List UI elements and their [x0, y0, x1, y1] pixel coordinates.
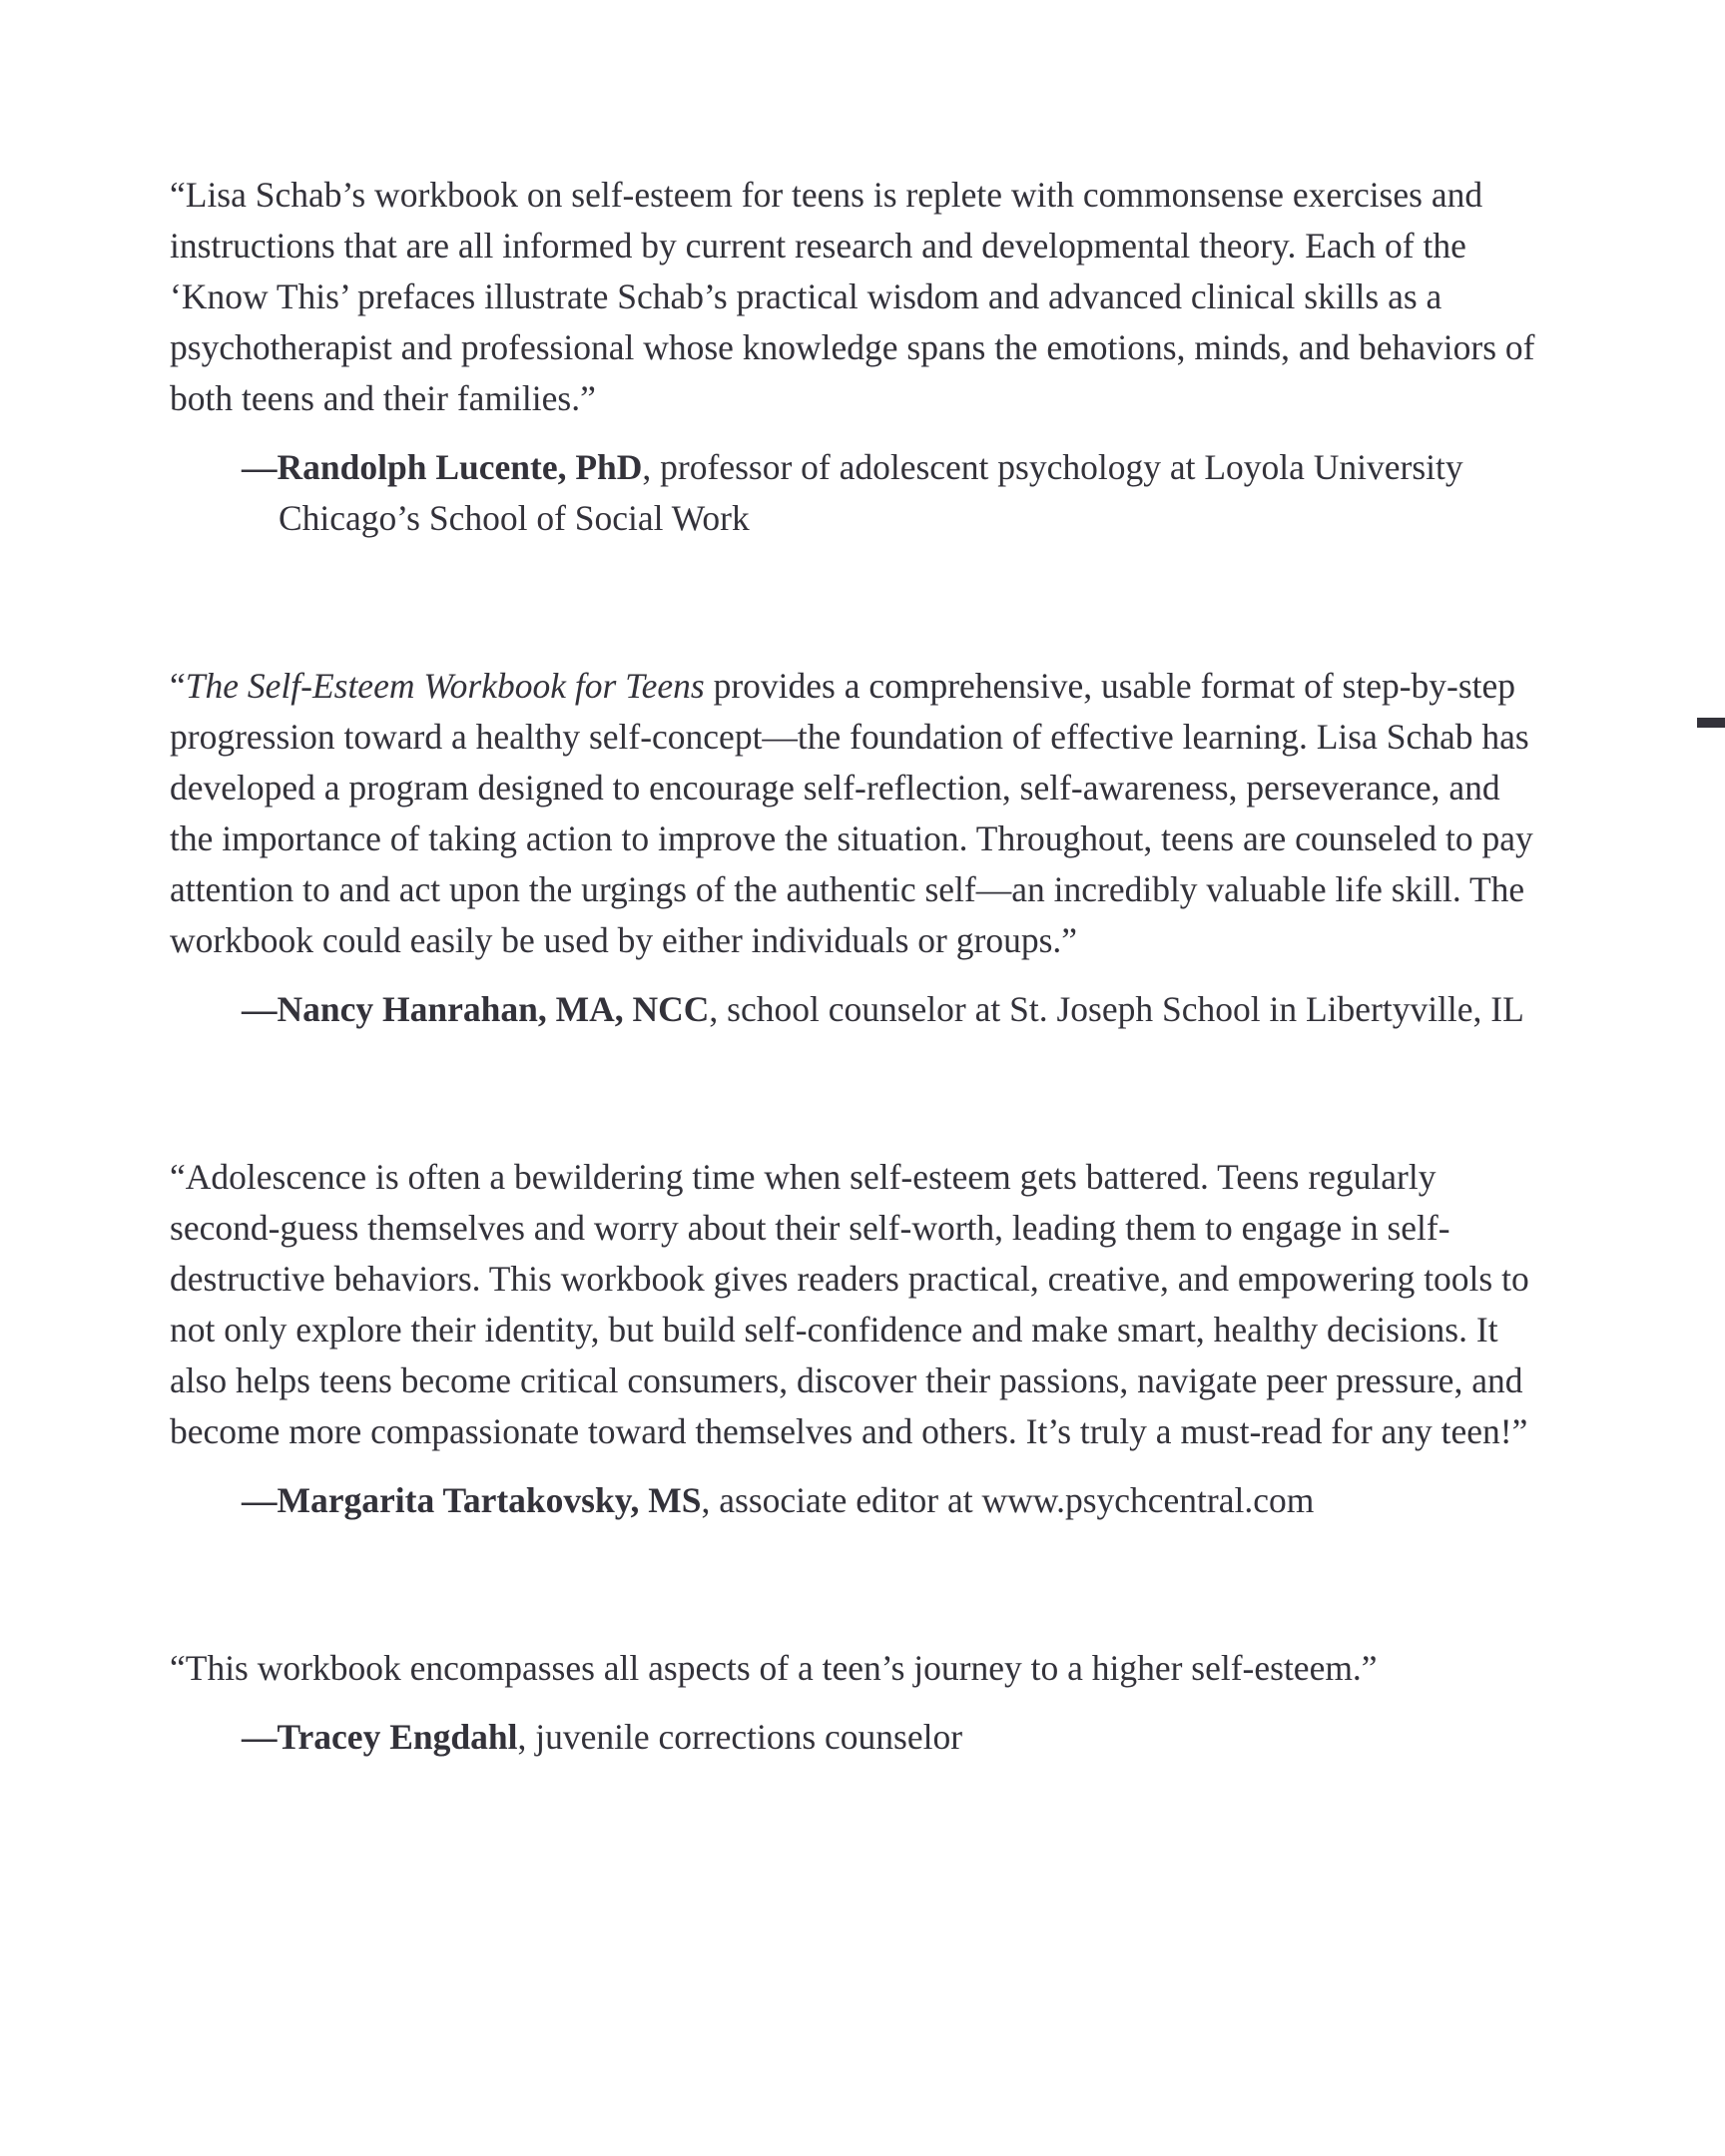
- quote-text: “Adolescence is often a bewildering time when self-esteem gets battered. Teens regularly second-guess themselves and worry about their self-worth, leading them to engage in self-destructive behaviors. This workbook gives readers practical, creative, and empowering tools to not only explore their identity, but build self-confidence and make smart, healthy decisions. It also helps teens become critical consumers, discover their passions, navigate peer pressure, and become more compassionate toward themselves and others. It’s truly a must-read for any teen!”: [170, 1157, 1529, 1451]
- endorser-credential: , professor of adolescent psychology at Loyola University Chicago’s School of Social Work: [279, 447, 1463, 538]
- endorser-credential: , school counselor at St. Joseph School in Libertyville, IL: [709, 989, 1524, 1029]
- endorsement-attribution: [242, 984, 1547, 1035]
- endorsement-attribution: [242, 1712, 1547, 1763]
- endorser-name: —Margarita Tartakovsky, MS: [242, 1480, 702, 1520]
- book-title: The Self-Esteem Workbook for Teens: [185, 666, 705, 706]
- endorsement-attribution: [242, 442, 1547, 544]
- endorser-name: —Tracey Engdahl: [242, 1717, 518, 1757]
- praise-page: [170, 170, 1547, 1763]
- quote-text: “Lisa Schab’s workbook on self-esteem for teens is replete with commonsense exercises and instructions that are all informed by current research and developmental theory. Each of the ‘Know This’ prefaces illustrate Schab’s practical wisdom and advanced clinical skills as a psychotherapist and professional whose knowledge spans the emotions, minds, and behaviors of both teens and their families.”: [170, 175, 1535, 418]
- endorsement-quote: [170, 1152, 1547, 1457]
- endorsement-quote: [170, 661, 1547, 966]
- endorsement-quote: [170, 170, 1547, 424]
- endorser-name: —Nancy Hanrahan, MA, NCC: [242, 989, 710, 1029]
- endorser-credential: , associate editor at www.psychcentral.com: [701, 1480, 1315, 1520]
- quote-open-mark: “: [170, 666, 186, 706]
- praise-blurb: [170, 1643, 1547, 1763]
- endorser-credential: , juvenile corrections counselor: [517, 1717, 963, 1757]
- praise-blurb: [170, 1152, 1547, 1526]
- page-edge-tab-mark: [1697, 718, 1725, 728]
- quote-text: “This workbook encompasses all aspects of a teen’s journey to a higher self-esteem.”: [170, 1648, 1378, 1688]
- endorsement-quote: [170, 1643, 1547, 1694]
- endorsement-attribution: [242, 1475, 1547, 1526]
- praise-blurb: [170, 661, 1547, 1035]
- praise-blurb: [170, 170, 1547, 544]
- endorser-name: —Randolph Lucente, PhD: [242, 447, 643, 487]
- quote-text: provides a comprehensive, usable format of step-by-step progression toward a healthy self-concept—the foundation of effective learning. Lisa Schab has developed a program designed to encourage self-reflection, self-awareness, perseverance, and the importance of taking action to improve the situation. Throughout, teens are counseled to pay attention to and act upon the urgings of the authentic self—an incredibly valuable life skill. The workbook could easily be used by either individuals or groups.”: [170, 666, 1533, 960]
